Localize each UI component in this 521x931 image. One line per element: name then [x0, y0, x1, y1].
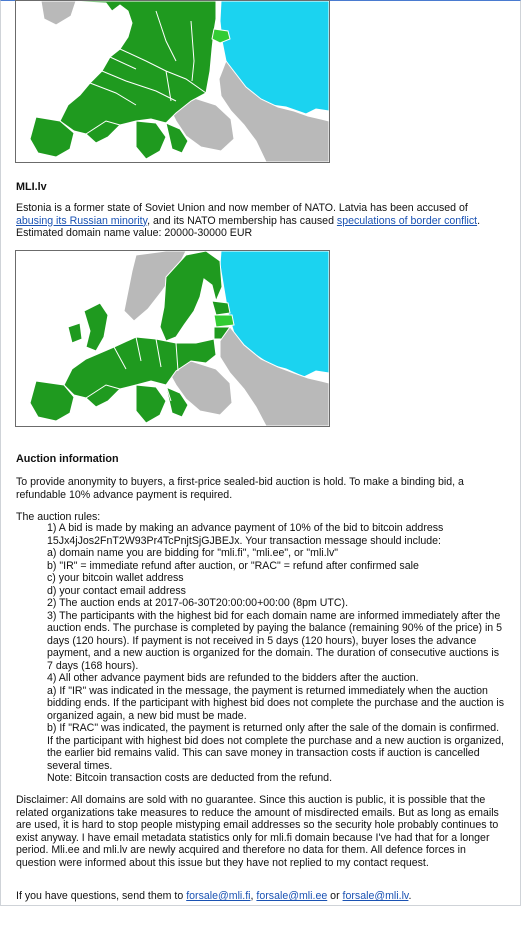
rule-line: 3) The participants with the highest bid for each domain name are informed immediately after the auction ends. The purchase is completed by paying the balance (remaining 90% of the price) in 5 days (120 hours). If payment is not received in 5 days (120 hours), buyer loses the advance payment, and a new auction is organized for the domain. The duration of consecutive auctions is 7 days (168 hours).	[47, 609, 503, 672]
mli-lv-heading: MLI.lv	[16, 181, 47, 193]
auction-rules-list	[47, 522, 507, 785]
email-link-mli-fi[interactable]: forsale@mli.fi	[186, 890, 251, 902]
contact-separator: or	[327, 890, 343, 902]
auction-intro: To provide anonymity to buyers, a first-price sealed-bid auction is hold. To make a binding bid, a refundable 10% advance payment is required.	[16, 476, 464, 501]
email-link-mli-lv[interactable]: forsale@mli.lv	[342, 890, 409, 902]
europe-map-latvia	[15, 250, 330, 427]
auction-rules-title: The auction rules:	[16, 511, 101, 523]
contact-line	[16, 890, 500, 903]
disclaimer: Disclaimer: All domains are sold with no guarantee. Since this auction is public, it is possible that the related organizations take measures to reduce the amount of misdirected emails. But as long as emails are used, it is hard to stop people mistyping email addresses so the security hole probably continues to exist anyway. I have email metadata statistics only for mli.fi domain because I've had that for a longer period. Mli.ee and mli.lv are newly acquired and therefore no data for them. All defence forces in question were informed about this issue but they have not replied to my contact request.	[16, 794, 499, 869]
europe-map-latvia-graphic	[16, 251, 329, 426]
rule-line: a) domain name you are bidding for "mli.fi", "mli.ee", or "mli.lv"	[47, 547, 339, 559]
border-conflict-link[interactable]: speculations of border conflict	[336, 214, 478, 227]
contact-suffix: .	[408, 890, 412, 902]
rule-line: Note: Bitcoin transaction costs are deducted from the refund.	[47, 772, 333, 784]
mli-lv-text-part1: Estonia is a former state of Soviet Union and now member of NATO. Latvia has been accused of	[16, 202, 468, 214]
mli-lv-description	[16, 202, 500, 240]
email-link-mli-ee[interactable]: forsale@mli.ee	[256, 890, 328, 902]
rule-line: 15Jx4jJos2FnT2W93Pr4TcPnjtSjGJBEJx. Your transaction message should include:	[47, 534, 441, 547]
rule-line: 1) A bid is made by making an advance payment of 10% of the bid to bitcoin address	[47, 522, 444, 534]
mli-lv-text-part3: . Estimated domain name value: 20000-30000 EUR	[16, 214, 481, 239]
contact-prefix: If you have questions, send them to	[16, 890, 187, 902]
europe-map-estonia	[15, 0, 330, 163]
rule-line: a) If "IR" was indicated in the message, the payment is returned immediately when the auction bidding ends. If the participant with highest bid does not complete the purchase and the auction is organized again, a new bid must be made.	[47, 684, 505, 722]
rule-line: d) your contact email address	[47, 584, 186, 597]
rule-line: c) your bitcoin wallet address	[47, 572, 184, 584]
contact-separator: ,	[250, 890, 257, 902]
rule-line: b) "IR" = immediate refund after auction, or "RAC" = refund after confirmed sale	[47, 559, 419, 572]
rule-line: 4) All other advance payment bids are refunded to the bidders after the auction.	[47, 672, 419, 684]
europe-map-estonia-graphic	[16, 1, 329, 162]
auction-info-heading: Auction information	[16, 453, 119, 465]
mli-lv-text-part2: , and its NATO membership has caused	[147, 214, 337, 227]
abusing-russian-minority-link[interactable]: abusing its Russian minority	[16, 214, 148, 227]
rule-line: 2) The auction ends at 2017-06-30T20:00:00+00:00 (8pm UTC).	[47, 597, 349, 609]
rule-line: b) If "RAC" was indicated, the payment is returned only after the sale of the domain is confirmed. If the participant with highest bid does not complete the purchase and a new auction is organized, the earlier bid remains valid. This can save money in transaction costs if auction is cancelled several times.	[47, 722, 504, 772]
